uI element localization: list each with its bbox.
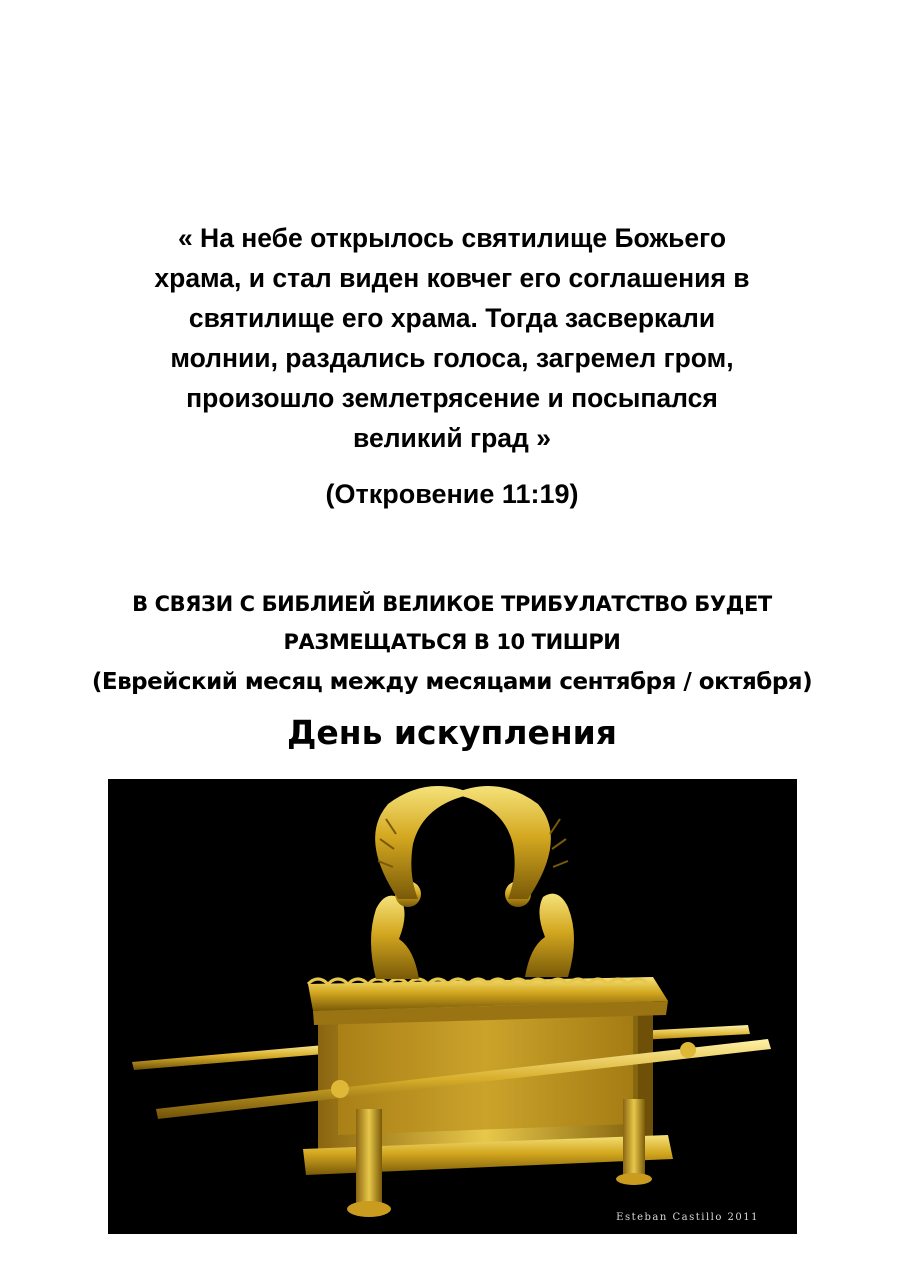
photo-credit: Esteban Castillo 2011 — [616, 1212, 759, 1223]
ark-of-the-covenant-image — [108, 779, 797, 1234]
quote-line-6: великий град » — [353, 423, 551, 453]
day-of-atonement-title: День искупления — [287, 713, 617, 752]
month-note: (Еврейский месяц между месяцами сентября / октября) — [91, 669, 813, 695]
quote-line-5: произошло землетрясение и посыпался — [186, 383, 718, 413]
bible-quote — [100, 218, 804, 458]
quote-line-1: « На небе открылось святилище Божьего — [177, 223, 727, 253]
quote-line-2: храма, и стал виден ковчег его соглашения в — [154, 263, 750, 293]
quote-line-3: святилище его храма. Тогда засверкали — [188, 303, 716, 333]
announcement-heading — [40, 585, 864, 661]
quote-reference: (Откровение 11:19) — [325, 479, 579, 509]
announcement-line-1: В СВЯЗИ С БИБЛИЕЙ ВЕЛИКОЕ ТРИБУЛАТСТВО БУДЕТ — [132, 592, 772, 616]
ark-of-the-covenant-illustration — [108, 779, 797, 1234]
announcement-line-2: РАЗМЕЩАТЬСЯ В 10 ТИШРИ — [283, 630, 621, 654]
quote-line-4: молнии, раздались голоса, загремел гром, — [170, 343, 734, 373]
